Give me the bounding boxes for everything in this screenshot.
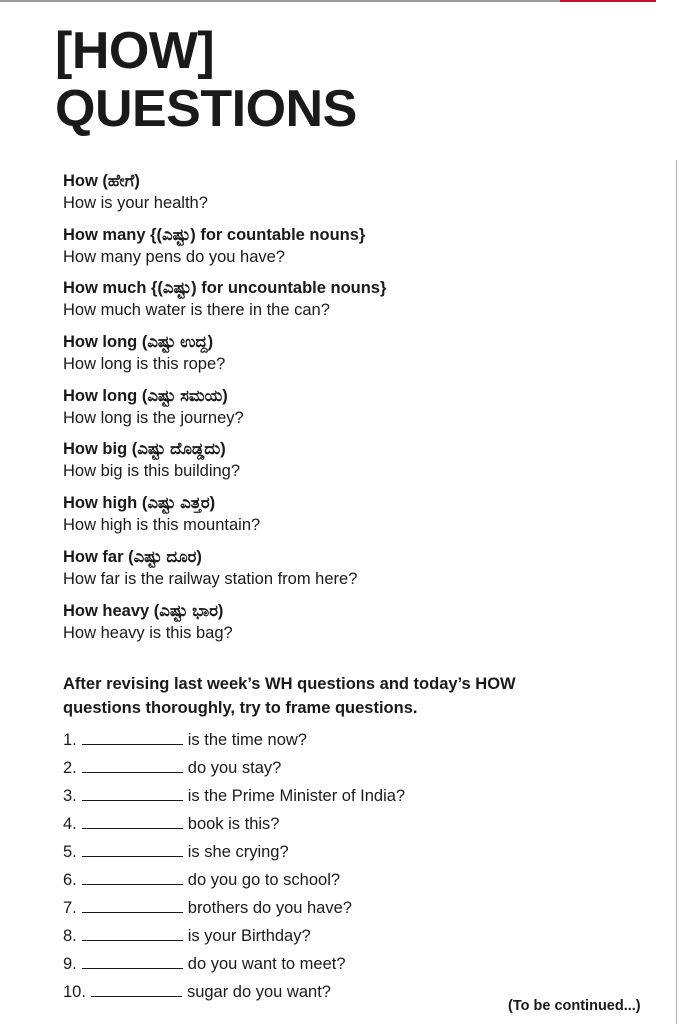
exercise-text: is the Prime Minister of India? <box>187 787 406 805</box>
exercise-item <box>63 785 663 813</box>
exercise-number: 5. <box>63 843 77 861</box>
exercise-number: 3. <box>63 787 77 805</box>
instruction-line2: questions thoroughly, try to frame questions. <box>63 699 418 717</box>
entry-heading: How long (ಎಷ್ಟು ಸಮಯ) <box>63 386 228 405</box>
exercise-number: 7. <box>63 899 77 917</box>
exercise-text: do you want to meet? <box>187 955 346 973</box>
entry-example: How long is the journey? <box>63 408 244 427</box>
answer-blank <box>82 925 183 941</box>
exercise-number: 2. <box>63 759 77 777</box>
entry-heading: How much {(ಎಷ್ಟು) for uncountable nouns} <box>63 279 387 298</box>
exercise-item <box>63 869 663 897</box>
top-rule-accent <box>560 0 656 2</box>
entry-example: How heavy is this bag? <box>63 623 233 642</box>
page-title <box>55 22 357 138</box>
entry-example: How many pens do you have? <box>63 247 285 266</box>
answer-blank <box>82 953 183 969</box>
entry-heading: How (ಹೇಗೆ) <box>63 172 140 190</box>
entry-heading: How high (ಎಷ್ಟು ಎತ್ತರ) <box>63 494 216 513</box>
exercise-text: sugar do you want? <box>186 983 331 1001</box>
how-question-entry <box>63 438 663 492</box>
exercise-item <box>63 953 663 981</box>
how-question-entry <box>63 385 663 439</box>
exercise-instruction <box>63 672 663 720</box>
entry-heading: How heavy (ಎಷ್ಟು ಭಾರ) <box>63 601 224 620</box>
exercise-text: is she crying? <box>187 843 289 861</box>
column-divider <box>676 160 677 1024</box>
entry-example: How high is this mountain? <box>63 516 261 535</box>
entry-heading: How far (ಎಷ್ಟು ದೂರ) <box>63 547 202 566</box>
exercise-number: 8. <box>63 927 77 945</box>
how-question-list <box>63 170 663 653</box>
exercise-text: brothers do you have? <box>187 899 352 917</box>
exercise-number: 1. <box>63 731 77 749</box>
instruction-line1: After revising last week’s WH questions and today’s HOW <box>63 675 516 693</box>
exercise-text: do you stay? <box>187 759 282 777</box>
page-title-line1: [HOW] <box>55 22 215 80</box>
exercise-text: is your Birthday? <box>187 927 311 945</box>
how-question-entry <box>63 331 663 385</box>
entry-heading: How big (ಎಷ್ಟು ದೊಡ್ಡದು) <box>63 440 226 459</box>
exercise-number: 10. <box>63 983 86 1001</box>
top-rule <box>0 0 656 2</box>
entry-heading: How long (ಎಷ್ಟು ಉದ್ದ) <box>63 333 214 352</box>
entry-example: How big is this building? <box>63 462 241 481</box>
exercise-text: do you go to school? <box>187 871 341 889</box>
answer-blank <box>82 785 183 801</box>
exercise-item <box>63 897 663 925</box>
answer-blank <box>82 841 183 857</box>
entry-example: How much water is there in the can? <box>63 301 330 320</box>
answer-blank <box>91 981 182 997</box>
exercise-text: is the time now? <box>187 731 307 749</box>
how-question-entry <box>63 224 663 278</box>
entry-heading: How many {(ಎಷ್ಟು) for countable nouns} <box>63 225 366 244</box>
exercise-item <box>63 813 663 841</box>
exercise-item <box>63 757 663 785</box>
how-question-entry <box>63 277 663 331</box>
how-question-entry <box>63 546 663 600</box>
answer-blank <box>82 897 183 913</box>
answer-blank <box>82 729 183 745</box>
exercise-number: 4. <box>63 815 77 833</box>
entry-example: How far is the railway station from here? <box>63 569 358 588</box>
how-question-entry <box>63 492 663 546</box>
to-be-continued-note: (To be continued...) <box>508 998 641 1014</box>
entry-example: How is your health? <box>63 194 208 212</box>
exercise-text: book is this? <box>187 815 280 833</box>
page-title-line2: QUESTIONS <box>55 80 357 138</box>
answer-blank <box>82 757 183 773</box>
exercise-item <box>63 841 663 869</box>
exercise-list <box>63 729 663 1009</box>
how-question-entry <box>63 170 663 224</box>
exercise-number: 6. <box>63 871 77 889</box>
entry-example: How long is this rope? <box>63 355 226 374</box>
exercise-item <box>63 729 663 757</box>
exercise-item <box>63 925 663 953</box>
answer-blank <box>82 869 183 885</box>
answer-blank <box>82 813 183 829</box>
exercise-number: 9. <box>63 955 77 973</box>
how-question-entry <box>63 600 663 654</box>
